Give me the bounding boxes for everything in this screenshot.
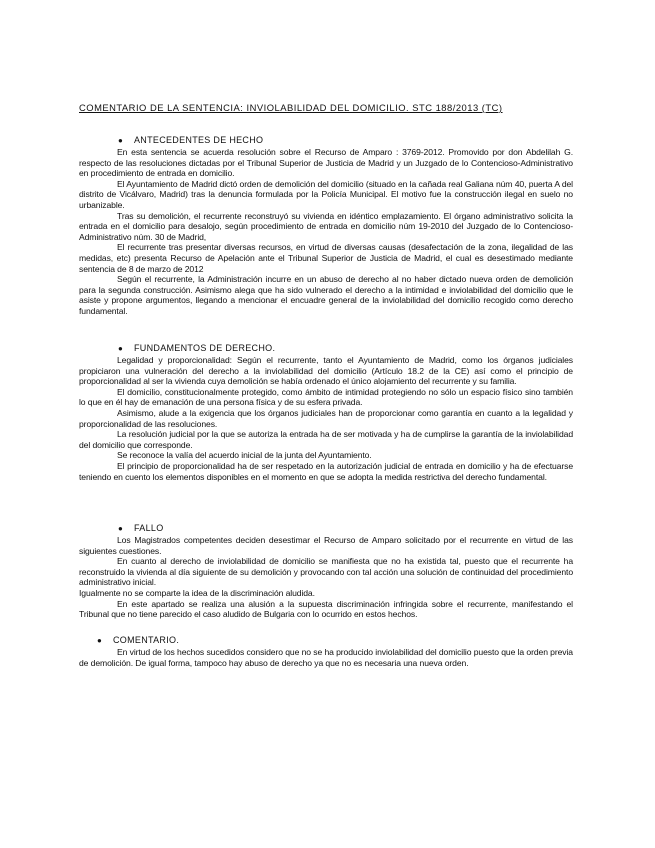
paragraph: Legalidad y proporcionalidad: Según el recurrente, tanto el Ayuntamiento de Madrid, como los órganos judiciales propiciaron una vulneración del derecho a la inviolabilidad del domicilio (Artículo 18.2 de la CE) así como el principio de proporcionalidad al ser la vivienda cuya demolición se había ordenado el único alojamiento del recurrente y su familia. [79,355,573,387]
paragraph: El domicilio, constitucionalmente protegido, como ámbito de intimidad protegiendo no sólo un espacio físico sino también lo que en él hay de emanación de una persona física y de su esfera privada. [79,386,573,408]
section-heading-text: FUNDAMENTOS DE DERECHO. [134,343,276,353]
document-title: COMENTARIO DE LA SENTENCIA: INVIOLABILIDAD DEL DOMICILIO. STC 188/2013 (TC) [79,102,503,113]
section-body-antecedentes [79,147,573,317]
section-body-comentario [79,647,573,668]
section-heading-text: FALLO [134,523,164,533]
paragraph: En cuanto al derecho de inviolabilidad de domicilio se manifiesta que no ha existida tal, puesto que el recurrente ha reconstruido la vivienda al día siguiente de su demolición y provocando con tal acción una solución de continuidad del procedimiento administrativo inicial. [79,556,573,588]
section-heading-text: ANTECEDENTES DE HECHO [134,135,264,145]
paragraph: La resolución judicial por la que se autoriza la entrada ha de ser motivada y ha de cumplirse la garantía de la inviolabilidad del domicilio que corresponde. [79,429,573,450]
paragraph: En virtud de los hechos sucedidos considero que no se ha producido inviolabilidad del domicilio puesto que la orden previa de demolición. De igual forma, tampoco hay abuso de derecho ya que no es necesaria una nueva orden. [79,647,573,668]
paragraph: En este apartado se realiza una alusión a la supuesta discriminación infringida sobre el recurrente, manifestando el Tribunal que no tiene parecido el caso aludido de Bulgaria con lo ocurrido en estos hechos. [79,598,573,620]
section-heading-text: COMENTARIO. [113,635,180,645]
paragraph: Los Magistrados competentes deciden desestimar el Recurso de Amparo solicitado por el recurrente en virtud de las siguientes cuestiones. [79,535,573,556]
bullet-icon: ● [118,136,124,145]
paragraph: El recurrente tras presentar diversas recursos, en virtud de diversas causas (desafectación de la zona, ilegalidad de las medidas, etc) presenta Recurso de Apelación ante el Tribunal Superior de Justicia de Madrid, el cual es desestimado mediante sentencia de 8 de marzo de 2012 [79,242,573,274]
paragraph: El Ayuntamiento de Madrid dictó orden de demolición del domicilio (situado en la cañada real Galiana núm 40, puerta A del distrito de Vicálvaro, Madrid) tras la denuncia formulada por la Policía Municipal. El motivo fue la construcción ilegal en suelo no urbanizable. [79,178,573,210]
paragraph: En esta sentencia se acuerda resolución sobre el Recurso de Amparo : 3769-2012. Promovido por don Abdelilah G. respecto de las resoluciones dictadas por el Tribunal Superior de Justicia de Madrid y un Juzgado de lo Contencioso-Administrativo en procedimiento de entrada en domicilio. [79,147,573,179]
section-heading-fallo [118,523,164,535]
section-heading-fundamentos [118,343,275,355]
paragraph: Asimismo, alude a la exigencia que los órganos judiciales han de proporcionar como garantía en cuanto a la legalidad y proporcionalidad de las resoluciones. [79,407,573,429]
bullet-icon: ● [97,636,103,645]
section-body-fallo [79,535,573,620]
paragraph: El principio de proporcionalidad ha de ser respetado en la autorización judicial de entrada en domicilio y ha de efectuarse teniendo en cuento los elementos disponibles en el momento en que se adopta la medida restrictiva del derecho fundamental. [79,460,573,482]
section-body-fundamentos [79,355,573,482]
bullet-icon: ● [118,524,124,533]
bullet-icon: ● [118,344,124,353]
paragraph: Tras su demolición, el recurrente reconstruyó su vivienda en idéntico emplazamiento. El órgano administrativo solicita la entrada en el domicilio para desalojo, según procedimiento de entrada en domicilio núm 19-2010 del Juzgado de lo Contencioso-Administrativo núm. 30 de Madrid, [79,210,573,242]
section-heading-comentario [97,635,179,647]
paragraph: Según el recurrente, la Administración incurre en un abuso de derecho al no haber dictado nueva orden de demolición para la segunda construcción. Asimismo alega que ha sido vulnerado el derecho a la intimidad e inviolabilidad del domicilio que le asiste y propone argumentos, llegando a mencionar el encuadre general de la inviolabilidad del domicilio recogido como derecho fundamental. [79,274,573,316]
paragraph: Igualmente no se comparte la idea de la discriminación aludida. [79,587,315,598]
paragraph: Se reconoce la valía del acuerdo inicial de la junta del Ayuntamiento. [117,450,372,461]
section-heading-antecedentes [118,135,263,147]
